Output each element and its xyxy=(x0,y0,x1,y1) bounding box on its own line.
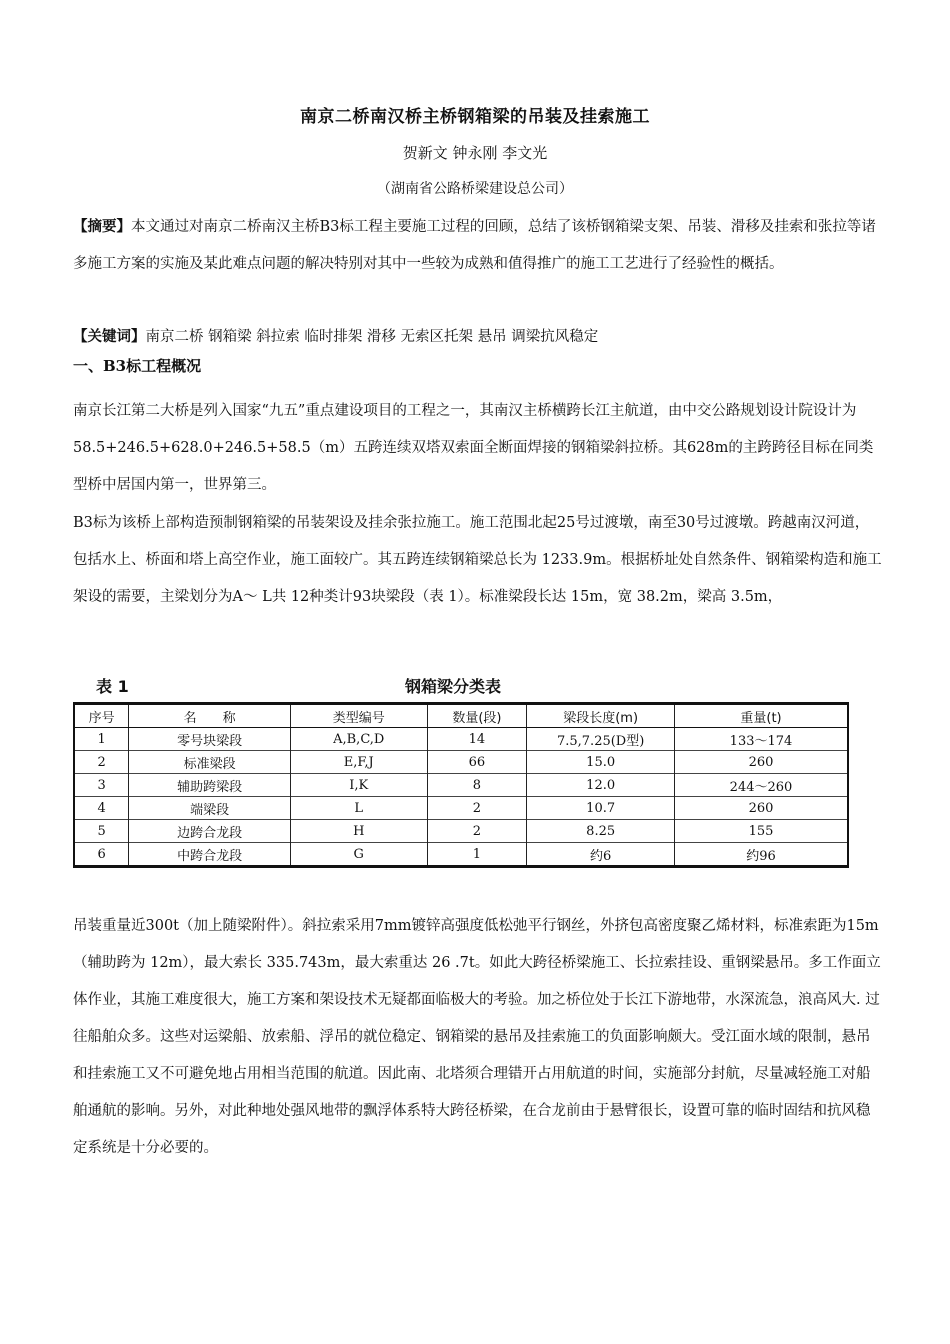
article-title: 南京二桥南汉桥主桥钢箱梁的吊装及挂索施工 xyxy=(300,107,650,127)
table-cell: 端梁段 xyxy=(129,797,291,820)
header-cell: 名 称 xyxy=(129,704,291,728)
table-cell: 1 xyxy=(74,728,129,751)
table-title: 钢箱梁分类表 xyxy=(405,677,502,696)
table-cell: I,K xyxy=(290,774,427,797)
table-row xyxy=(74,774,848,797)
table-cell: 260 xyxy=(675,751,849,774)
table-cell: 8 xyxy=(427,774,527,797)
table-cell: 14 xyxy=(427,728,527,751)
table-cell: H xyxy=(290,820,427,843)
table-cell: 133～174 xyxy=(675,728,849,751)
header-cell: 类型编号 xyxy=(290,704,427,728)
paragraph-3: 吊装重量近300t（加上随梁附件）。斜拉索采用7mm镀锌高强度低松弛平行钢丝，外挤包高密度聚乙烯材料，标准索距为15m（辅助跨为 12m），最大索长 335.743m，最大索重达 26 .7t。如此大跨径桥梁施工、长拉索挂设、重钢梁悬吊。多工作面立体作业，其施工难度很大，施工方案和架设技术无疑都面临极大的考验。加之桥位处于长江下游地带，水深流急，浪高风大. 过往船舶众多。这些对运梁船、放索船、浮吊的就位稳定、钢箱梁的悬吊及挂索施工的负面影响颇大。受江面水域的限制，悬吊和挂索施工又不可避免地占用相当范围的航道。因此南、北塔须合理错开占用航道的时间，实施部分封航，尽量减轻施工对船舶通航的影响。另外，对此种地处强风地带的飘浮体系特大跨径桥梁，在合龙前由于悬臂很长，设置可靠的临时固结和抗风稳定系统是十分必要的。 xyxy=(73,918,881,1156)
table-cell: 66 xyxy=(427,751,527,774)
table-cell: L xyxy=(290,797,427,820)
table-cell: 15.0 xyxy=(527,751,675,774)
table-cell: 约6 xyxy=(527,843,675,867)
table-cell: 4 xyxy=(74,797,129,820)
authors: 贺新文 钟永刚 李文光 xyxy=(402,144,548,162)
table-cell: 7.5,7.25(D型) xyxy=(527,728,675,751)
table-cell: 10.7 xyxy=(527,797,675,820)
segment-classification-table xyxy=(73,702,849,868)
table-cell: 1 xyxy=(427,843,527,867)
table-row xyxy=(74,751,848,774)
keywords-text: 南京二桥 钢箱梁 斜拉索 临时排架 滑移 无索区托架 悬吊 调梁抗风稳定 xyxy=(145,329,599,345)
abstract xyxy=(73,208,883,283)
section-heading: 一、B3标工程概况 xyxy=(73,357,202,375)
header-cell: 序号 xyxy=(74,704,129,728)
table-cell: 155 xyxy=(675,820,849,843)
table-cell: 8.25 xyxy=(527,820,675,843)
table-cell: 3 xyxy=(74,774,129,797)
table-cell: 2 xyxy=(427,820,527,843)
table-cell: 标准梁段 xyxy=(129,751,291,774)
table-row xyxy=(74,728,848,751)
table-cell: A,B,C,D xyxy=(290,728,427,751)
table-cell: 244～260 xyxy=(675,774,849,797)
header-cell: 重量(t) xyxy=(675,704,849,728)
table-row xyxy=(74,820,848,843)
abstract-label: 【摘要】 xyxy=(73,218,131,235)
table-label: 表 1 xyxy=(96,677,129,696)
header-cell: 梁段长度(m) xyxy=(527,704,675,728)
affiliation: （湖南省公路桥梁建设总公司） xyxy=(377,181,573,197)
table-header-row xyxy=(74,704,848,728)
table-cell: 中跨合龙段 xyxy=(129,843,291,867)
table-cell: 零号块梁段 xyxy=(129,728,291,751)
paragraph-1: 南京长江第二大桥是列入国家“九五”重点建设项目的工程之一，其南汉主桥横跨长江主航道，由中交公路规划设计院设计为58.5+246.5+628.0+246.5+58.5（m）五跨连续双塔双索面全断面焊接的钢箱梁斜拉桥。其628m的主跨跨径目标在同类型桥中居国内第一，世界第三。 xyxy=(73,403,874,493)
keywords-label: 【关键词】 xyxy=(73,328,146,345)
table-cell: 辅助跨梁段 xyxy=(129,774,291,797)
table-cell: 2 xyxy=(74,751,129,774)
table-cell: 边跨合龙段 xyxy=(129,820,291,843)
keywords xyxy=(73,318,883,356)
table-cell: 6 xyxy=(74,843,129,867)
table-cell: 12.0 xyxy=(527,774,675,797)
abstract-text: 本文通过对南京二桥南汉主桥B3标工程主要施工过程的回顾，总结了该桥钢箱梁支架、吊装、滑移及挂索和张拉等诸多施工方案的实施及某此难点问题的解决特别对其中一些较为成熟和值得推广的施工工艺进行了经验性的概括。 xyxy=(73,219,876,272)
header-cell: 数量(段) xyxy=(427,704,527,728)
table-cell: 约96 xyxy=(675,843,849,867)
table-row xyxy=(74,797,848,820)
table-row xyxy=(74,843,848,867)
table-cell: E,F,J xyxy=(290,751,427,774)
table-cell: 260 xyxy=(675,797,849,820)
table-cell: G xyxy=(290,843,427,867)
paragraph-2: B3标为该桥上部构造预制钢箱梁的吊装架设及挂余张拉施工。施工范围北起25号过渡墩，南至30号过渡墩。跨越南汉河道，包括水上、桥面和塔上高空作业，施工面较广。其五跨连续钢箱梁总长为 1233.9m。根据桥址处自然条件、钢箱梁构造和施工架设的需要，主梁划分为A～ L共 12种类计93块梁段（表 1）。标准梁段长达 15m，宽 38.2m，梁高 3.5m， xyxy=(73,515,882,605)
table-cell: 5 xyxy=(74,820,129,843)
table-cell: 2 xyxy=(427,797,527,820)
